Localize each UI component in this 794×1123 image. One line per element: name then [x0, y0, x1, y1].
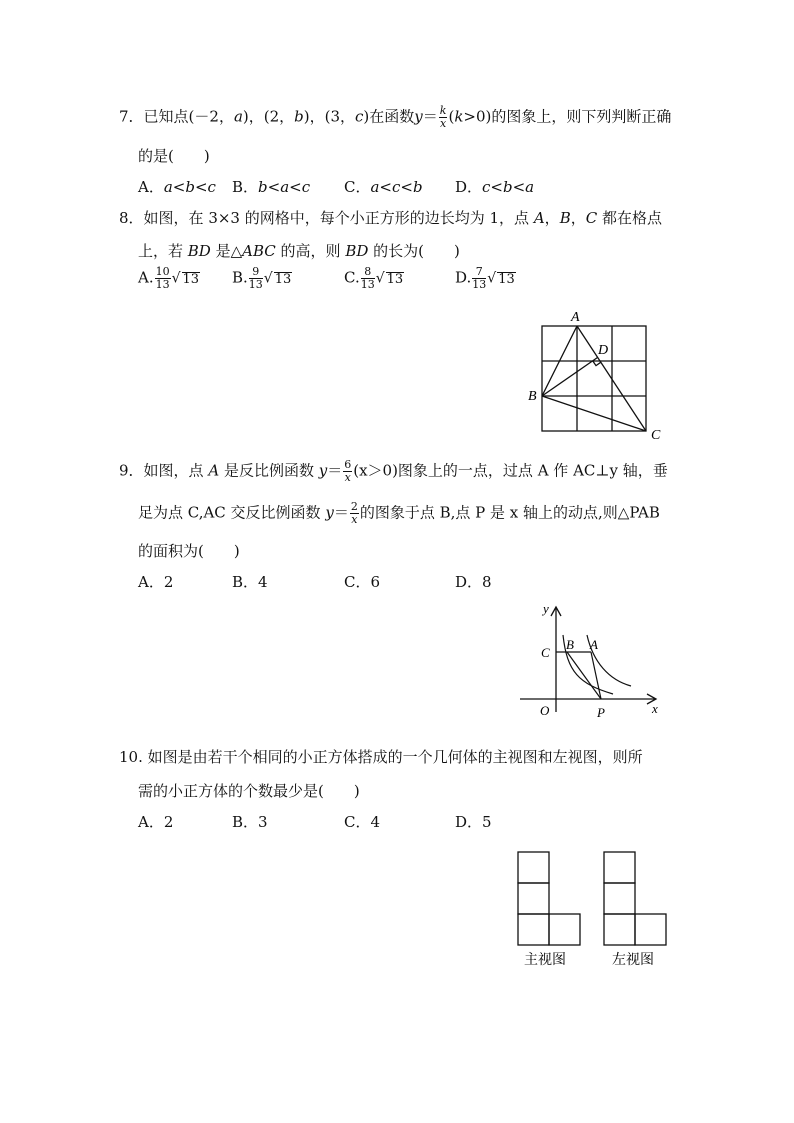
- front-view-cube: [518, 852, 549, 883]
- q7-text: )在函数: [363, 107, 415, 126]
- q10-number: 10.: [119, 748, 143, 766]
- frac-den: 13: [360, 278, 375, 291]
- radicand: 13: [182, 271, 200, 287]
- option-value: a<b<c: [163, 178, 216, 196]
- frac-num: 10: [155, 265, 170, 278]
- q8-text: 都在格点: [597, 209, 662, 227]
- option-value: 3: [258, 813, 268, 831]
- frac-den: 13: [472, 278, 487, 291]
- q10-option-b: [232, 811, 268, 832]
- q8-grid-figure: [520, 305, 670, 445]
- q7-var-c: c: [355, 107, 364, 126]
- q8-point-c: C: [585, 209, 598, 227]
- q7-option-d: [455, 176, 534, 197]
- option-value: 2: [163, 573, 174, 591]
- front-view-cube: [549, 914, 580, 945]
- q9-text: 足为点 C,AC 交反比例函数: [138, 503, 326, 522]
- frac-num: 8: [361, 266, 375, 279]
- label-p: P: [597, 705, 605, 720]
- front-view: [518, 852, 580, 945]
- q9-text: (x＞0)图象上的一点，过点 A 作 AC⊥y 轴，垂: [353, 461, 668, 480]
- label-x: x: [652, 701, 658, 716]
- q8-text: 上，若: [138, 242, 188, 260]
- label-d: D: [598, 343, 609, 358]
- option-label: A.: [138, 268, 154, 287]
- segment-bd: [542, 358, 598, 397]
- left-view-cube: [604, 883, 635, 914]
- option-value: 4: [258, 573, 268, 591]
- q8-line2: [138, 240, 460, 261]
- q10-option-a: [138, 811, 173, 832]
- q7-text: (: [448, 107, 455, 126]
- frac-den: 13: [155, 278, 170, 291]
- q8-point-b: B: [559, 209, 571, 227]
- q8-option-b: [232, 266, 292, 291]
- q8-seg-bd: BD: [187, 242, 211, 260]
- option-value: a<c<b: [370, 178, 423, 196]
- frac-den: 13: [248, 278, 263, 291]
- label-b: B: [528, 389, 537, 404]
- q9-option-c: [344, 571, 380, 592]
- q9-text: 是反比例函数: [219, 461, 319, 480]
- segment-bc: [542, 396, 646, 431]
- q7-frac-num: k: [439, 104, 447, 117]
- q7-var-a: a: [233, 107, 243, 126]
- label-a: A: [571, 310, 580, 325]
- q9-text: 如图，点: [143, 461, 209, 480]
- q8-text: ，: [570, 209, 586, 227]
- q7-option-a: [138, 176, 216, 197]
- option-fraction: [361, 266, 375, 291]
- q7-var-b: b: [294, 107, 304, 126]
- q9-var-y: y: [318, 461, 328, 480]
- option-value: 5: [482, 813, 492, 831]
- left-view-cube: [604, 852, 635, 883]
- option-value: 2: [163, 813, 174, 831]
- option-value: c<b<a: [482, 178, 535, 196]
- option-label: C．: [344, 573, 371, 591]
- q8-line1: [119, 207, 662, 228]
- frac-num: 2: [350, 500, 358, 513]
- option-label: A．: [138, 573, 164, 591]
- option-label: D．: [455, 573, 483, 591]
- left-view-cube: [635, 914, 666, 945]
- frac-den: x: [344, 471, 351, 484]
- q7-line1: [119, 105, 671, 130]
- q7-fraction: [439, 105, 448, 130]
- frac-num: 6: [344, 458, 352, 471]
- option-value: 8: [482, 573, 492, 591]
- left-view-label: 左视图: [612, 953, 654, 968]
- q8-text: 的高，则: [275, 242, 346, 260]
- option-label: C.: [344, 268, 360, 287]
- frac-num: 9: [249, 266, 263, 279]
- option-label: B．: [232, 573, 259, 591]
- label-y: y: [543, 601, 549, 616]
- front-view-cube: [518, 883, 549, 914]
- q8-option-d: [455, 266, 516, 291]
- label-o: O: [540, 703, 550, 718]
- q7-var-y: y: [414, 107, 423, 126]
- option-value: 4: [370, 813, 381, 831]
- front-view-cube: [518, 914, 549, 945]
- q9-option-d: [455, 571, 492, 592]
- option-label: B.: [232, 268, 248, 287]
- q7-option-c: [344, 176, 423, 197]
- sqrt-sign: √: [375, 270, 385, 287]
- q8-number: 8．: [119, 209, 144, 227]
- label-c: C: [651, 428, 661, 443]
- q9-text: 的图象于点 B,点 P 是 x 轴上的动点,则△PAB: [359, 503, 660, 522]
- q8-point-a: A: [533, 209, 545, 227]
- option-label: A．: [138, 178, 164, 196]
- option-fraction: [472, 266, 486, 291]
- q9-number: 9．: [119, 461, 144, 480]
- q7-line2: 的是( ): [138, 147, 210, 165]
- q9-point-a: A: [208, 461, 220, 480]
- q9-line3: 的面积为( ): [138, 542, 240, 560]
- option-label: B．: [232, 813, 259, 831]
- q10-text: 如图是由若干个相同的小正方体搭成的一个几何体的主视图和左视图，则所: [147, 748, 643, 766]
- label-b: B: [566, 637, 574, 652]
- label-c: C: [541, 645, 550, 660]
- q9-var-y: y: [325, 503, 334, 522]
- option-fraction: [249, 266, 263, 291]
- option-label: D．: [455, 813, 483, 831]
- frac-num: 7: [472, 266, 486, 279]
- sqrt-sign: √: [487, 270, 497, 287]
- option-label: B．: [232, 178, 259, 196]
- option-value: 6: [370, 573, 381, 591]
- q9-fraction-1: [343, 459, 352, 484]
- left-view: [604, 852, 666, 945]
- frac-den: x: [351, 513, 358, 526]
- q9-option-a: [138, 571, 173, 592]
- q8-triangle-lines: [542, 326, 646, 431]
- q7-var-k: k: [454, 107, 464, 126]
- q9-fraction-2: [350, 501, 359, 526]
- q7-text: )，(3，: [303, 107, 356, 126]
- option-label: A．: [138, 813, 164, 831]
- q8-grid-lines: [542, 326, 646, 431]
- radicand: 13: [386, 271, 404, 287]
- q9-option-b: [232, 571, 268, 592]
- q10-line1: [119, 746, 643, 767]
- q8-text: 如图，在 3×3 的网格中，每个小正方形的边长均为 1，点: [143, 209, 534, 227]
- q9-line1: [119, 459, 668, 484]
- q8-text: 是△: [210, 242, 243, 260]
- q10-line2: 需的小正方体的个数最少是( ): [138, 782, 360, 800]
- q9-coordinate-figure: [515, 600, 675, 725]
- q10-option-d: [455, 811, 492, 832]
- q10-option-c: [344, 811, 380, 832]
- q7-equals: ＝: [422, 107, 438, 126]
- q7-text: >0)的图象上，则下列判断正确: [463, 107, 672, 126]
- q7-option-b: [232, 176, 310, 197]
- option-label: D．: [455, 178, 483, 196]
- option-label: C．: [344, 813, 371, 831]
- sqrt-sign: √: [171, 270, 181, 287]
- q8-option-c: [344, 266, 404, 291]
- q7-text: )，(2，: [242, 107, 295, 126]
- q8-seg-bd: BD: [345, 242, 369, 260]
- radicand: 13: [274, 271, 292, 287]
- front-view-label: 主视图: [524, 953, 566, 968]
- radicand: 13: [498, 271, 515, 287]
- left-view-cube: [604, 914, 635, 945]
- sqrt-sign: √: [263, 270, 273, 287]
- option-label: C．: [344, 178, 371, 196]
- q8-text: ，: [544, 209, 560, 227]
- q8-triangle: ABC: [242, 242, 276, 260]
- option-value: b<a<c: [258, 178, 311, 196]
- q10-views-figure: [510, 845, 680, 975]
- label-a: A: [590, 637, 598, 652]
- q8-text: 的长为( ): [368, 242, 460, 260]
- q9-equals: ＝: [333, 503, 349, 522]
- q7-text: 已知点(－2，: [143, 107, 234, 126]
- q9-line2: [138, 501, 660, 526]
- option-fraction: [155, 266, 171, 291]
- q7-frac-den: x: [440, 117, 447, 130]
- q8-option-a: [138, 266, 200, 291]
- q9-equals: ＝: [327, 461, 343, 480]
- q7-number: 7．: [119, 107, 144, 126]
- grid-border: [542, 326, 646, 431]
- option-label: D.: [455, 268, 472, 287]
